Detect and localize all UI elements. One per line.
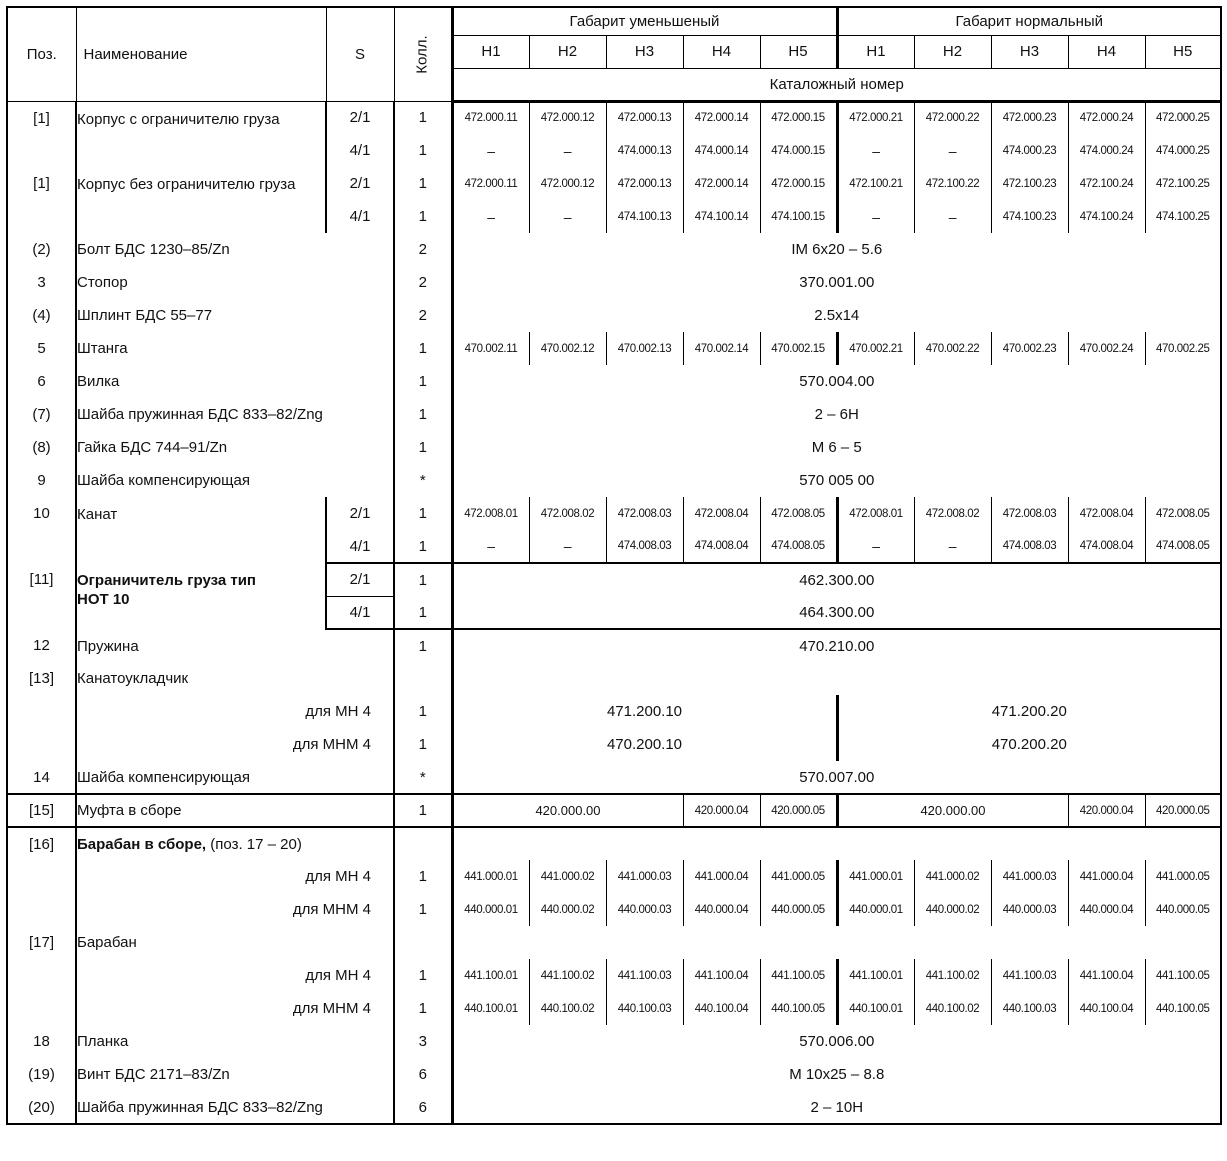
table-row [7,662,1221,695]
catalog-number-cell: 440.100.04 [1068,992,1145,1025]
catalog-number-cell: 472.008.04 [683,497,760,530]
col-header-s: S [326,7,394,101]
catalog-number-cell: 420.000.04 [683,794,760,827]
position-cell: [13] [7,662,76,695]
table-row [7,959,1221,992]
catalog-number-cell: 441.100.03 [991,959,1068,992]
catalog-number-cell: 472.008.04 [1068,497,1145,530]
position-cell: 18 [7,1025,76,1058]
catalog-number-cell: 441.000.05 [1145,860,1221,893]
quantity-cell: 1 [394,728,452,761]
variant-label: для МН 4 [76,860,394,893]
catalog-number-cell: 441.100.04 [1068,959,1145,992]
name-cell: Корпус с ограничителю груза [76,101,326,167]
dash-cell: – [529,530,606,563]
catalog-number-cell: 474.100.25 [1145,200,1221,233]
quantity-cell: 1 [394,365,452,398]
catalog-number-cell: 440.000.03 [606,893,683,926]
catalog-number-cell: 440.100.03 [991,992,1068,1025]
h-label: H4 [1068,35,1145,68]
position-cell: 10 [7,497,76,563]
catalog-number-cell: 472.008.01 [837,497,914,530]
quantity-cell: 1 [394,794,452,827]
position-cell: (4) [7,299,76,332]
catalog-number-reduced: 471.200.10 [452,695,837,728]
catalog-number-cell: 474.008.03 [606,530,683,563]
quantity-cell: 3 [394,1025,452,1058]
h-label: H4 [683,35,760,68]
catalog-number-cell: 474.000.25 [1145,134,1221,167]
catalog-number-cell: 420.000.05 [760,794,837,827]
quantity-cell [394,662,452,695]
table-row [7,101,1221,134]
dash-cell: – [837,134,914,167]
catalog-number-cell: 440.100.02 [529,992,606,1025]
quantity-cell: 1 [394,167,452,200]
position-cell: (19) [7,1058,76,1091]
catalog-number-cell: 440.100.05 [760,992,837,1025]
variant-label: для МНМ 4 [76,728,394,761]
catalog-number-reduced: 470.200.10 [452,728,837,761]
name-cell: Шайба компенсирующая [76,761,394,794]
h-label: H1 [452,35,529,68]
catalog-number-cell: 472.000.11 [452,101,529,134]
position-cell [7,959,76,992]
table-row [7,827,1221,860]
quantity-cell: * [394,761,452,794]
position-cell: 14 [7,761,76,794]
table-row [7,893,1221,926]
s-cell: 4/1 [326,134,394,167]
catalog-number-cell: 441.100.05 [760,959,837,992]
variant-label: для МНМ 4 [76,992,394,1025]
dash-cell: – [914,200,991,233]
name-cell: Барабан [76,926,394,959]
col-header-name: Наименование [76,7,326,101]
catalog-number-merged: 464.300.00 [452,596,1221,629]
catalog-number-cell: 440.100.05 [1145,992,1221,1025]
catalog-number-cell: 474.008.03 [991,530,1068,563]
catalog-number-cell: 441.100.01 [452,959,529,992]
catalog-number-cell: 472.000.12 [529,101,606,134]
position-cell [7,728,76,761]
catalog-number-cell: 472.000.13 [606,167,683,200]
catalog-number-cell: 441.100.03 [606,959,683,992]
catalog-number-cell: 420.000.04 [1068,794,1145,827]
quantity-cell: 6 [394,1058,452,1091]
position-cell: 3 [7,266,76,299]
dash-cell: – [452,200,529,233]
catalog-number-cell: 441.100.01 [837,959,914,992]
position-cell: 12 [7,629,76,662]
s-cell: 4/1 [326,596,394,629]
catalog-number-cell: 440.000.04 [683,893,760,926]
catalog-number-cell: 440.000.01 [452,893,529,926]
s-cell: 2/1 [326,497,394,530]
catalog-number-cell: 472.000.14 [683,101,760,134]
catalog-number-cell: 420.000.00 [837,794,1068,827]
name-cell: Гайка БДС 744–91/Zn [76,431,394,464]
table-row [7,728,1221,761]
catalog-number-cell: 472.000.11 [452,167,529,200]
catalog-number-cell: 474.000.23 [991,134,1068,167]
quantity-cell: 1 [394,629,452,662]
dash-cell: – [452,134,529,167]
catalog-number-cell: 472.000.25 [1145,101,1221,134]
table-row [7,1091,1221,1124]
catalog-number-cell: 440.100.03 [606,992,683,1025]
position-cell: [17] [7,926,76,959]
catalog-number-cell: 472.100.23 [991,167,1068,200]
quantity-cell: 1 [394,530,452,563]
catalog-number-cell: 470.002.23 [991,332,1068,365]
quantity-cell: 2 [394,233,452,266]
catalog-number-merged: 570.004.00 [452,365,1221,398]
catalog-number-cell: 474.000.24 [1068,134,1145,167]
name-cell: Стопор [76,266,394,299]
catalog-number-cell: 440.000.02 [914,893,991,926]
quantity-cell: * [394,464,452,497]
s-cell: 4/1 [326,200,394,233]
catalog-number-cell: 440.100.02 [914,992,991,1025]
position-cell [7,695,76,728]
s-cell: 2/1 [326,101,394,134]
catalog-number-cell: 472.100.21 [837,167,914,200]
h-label: H1 [837,35,914,68]
catalog-number-cell: 472.008.01 [452,497,529,530]
col-header-kol [394,7,452,101]
table-row [7,365,1221,398]
position-cell: (7) [7,398,76,431]
s-cell: 4/1 [326,530,394,563]
catalog-number-cell: 472.008.03 [991,497,1068,530]
catalog-number-cell: 472.000.21 [837,101,914,134]
name-cell: Шайба пружинная БДС 833–82/Zng [76,398,394,431]
table-row [7,167,1221,200]
dash-cell: – [914,134,991,167]
dash-cell: – [914,530,991,563]
name-cell: Штанга [76,332,394,365]
col-header-kol-label: Колл. [414,35,431,74]
catalog-number-cell: 474.000.13 [606,134,683,167]
quantity-cell: 1 [394,563,452,596]
catalog-number-merged: 470.210.00 [452,629,1221,662]
position-cell [7,992,76,1025]
catalog-number-cell: 472.008.05 [1145,497,1221,530]
catalog-number-cell: 441.000.04 [683,860,760,893]
name-cell: Муфта в сборе [76,794,394,827]
catalog-number-cell: 472.000.13 [606,101,683,134]
table-row [7,794,1221,827]
catalog-number-cell: 472.008.05 [760,497,837,530]
catalog-number-cell: 470.002.15 [760,332,837,365]
group-header-reduced: Габарит уменьшеный [452,7,837,35]
catalog-number-merged: M 6 – 5 [452,431,1221,464]
catalog-number-merged [452,926,1221,959]
quantity-cell: 1 [394,497,452,530]
table-body [7,101,1221,1124]
catalog-number-cell: 440.000.05 [1145,893,1221,926]
catalog-number-merged [452,662,1221,695]
quantity-cell: 1 [394,992,452,1025]
variant-label: для МН 4 [76,959,394,992]
catalog-number-cell: 474.008.05 [1145,530,1221,563]
position-cell: 6 [7,365,76,398]
catalog-number-merged: 2 – 10H [452,1091,1221,1124]
table-row [7,1025,1221,1058]
table-row [7,266,1221,299]
catalog-number-merged: 370.001.00 [452,266,1221,299]
catalog-number-cell: 441.000.03 [991,860,1068,893]
name-cell: Ограничитель груза тип НОТ 10 [76,563,326,629]
catalog-number-cell: 440.100.04 [683,992,760,1025]
position-cell: [15] [7,794,76,827]
catalog-number-merged: 570.006.00 [452,1025,1221,1058]
catalog-number-cell: 472.000.24 [1068,101,1145,134]
catalog-number-cell: 441.100.02 [529,959,606,992]
h-label: H2 [914,35,991,68]
table-row [7,629,1221,662]
catalog-number-cell: 472.000.14 [683,167,760,200]
catalog-number-cell: 472.000.23 [991,101,1068,134]
catalog-number-merged: IM 6x20 – 5.6 [452,233,1221,266]
catalog-number-cell: 472.000.15 [760,101,837,134]
position-cell [7,860,76,893]
catalog-number-cell: 441.000.01 [452,860,529,893]
h-label: H3 [991,35,1068,68]
dash-cell: – [452,530,529,563]
position-cell [7,893,76,926]
position-cell: (20) [7,1091,76,1124]
name-cell: Канатоукладчик [76,662,394,695]
quantity-cell [394,926,452,959]
quantity-cell: 1 [394,860,452,893]
position-cell: [1] [7,167,76,233]
catalog-number-cell: 420.000.00 [452,794,683,827]
catalog-number-cell: 440.100.01 [837,992,914,1025]
catalog-number-cell: 440.000.03 [991,893,1068,926]
quantity-cell: 1 [394,101,452,134]
quantity-cell: 1 [394,431,452,464]
name-cell: Планка [76,1025,394,1058]
dash-cell: – [529,134,606,167]
position-cell: 9 [7,464,76,497]
catalog-number-cell: 441.000.04 [1068,860,1145,893]
name-cell: Винт БДС 2171–83/Zn [76,1058,394,1091]
quantity-cell: 1 [394,893,452,926]
name-cell: Шплинт БДС 55–77 [76,299,394,332]
position-cell: [1] [7,101,76,167]
catalog-number-cell: 441.100.04 [683,959,760,992]
group-header-normal: Габарит нормальный [837,7,1221,35]
name-cell [76,827,394,860]
catalog-number-cell: 440.100.01 [452,992,529,1025]
h-label: H3 [606,35,683,68]
catalog-number-cell: 472.008.02 [914,497,991,530]
catalog-number-cell: 470.002.24 [1068,332,1145,365]
catalog-number-cell: 472.100.24 [1068,167,1145,200]
catalog-number-normal: 470.200.20 [837,728,1221,761]
catalog-number-cell: 472.008.03 [606,497,683,530]
table-row [7,695,1221,728]
table-row [7,299,1221,332]
name-cell: Шайба пружинная БДС 833–82/Zng [76,1091,394,1124]
catalog-number-header: Каталожный номер [452,68,1221,101]
catalog-number-cell: 472.008.02 [529,497,606,530]
catalog-number-cell: 441.100.02 [914,959,991,992]
catalog-number-merged: 2 – 6H [452,398,1221,431]
table-row [7,1058,1221,1091]
quantity-cell: 1 [394,695,452,728]
table-row [7,233,1221,266]
table-row [7,431,1221,464]
catalog-number-cell: 440.000.02 [529,893,606,926]
table-row [7,926,1221,959]
quantity-cell: 1 [394,134,452,167]
catalog-number-cell: 474.100.24 [1068,200,1145,233]
name-cell: Канат [76,497,326,563]
catalog-number-merged: M 10x25 – 8.8 [452,1058,1221,1091]
dash-cell: – [837,530,914,563]
table-row [7,398,1221,431]
h-label: H2 [529,35,606,68]
catalog-number-cell: 441.100.05 [1145,959,1221,992]
catalog-number-cell: 441.000.02 [529,860,606,893]
catalog-number-cell: 474.008.05 [760,530,837,563]
quantity-cell: 1 [394,398,452,431]
position-cell: [11] [7,563,76,629]
quantity-cell: 2 [394,266,452,299]
quantity-cell: 1 [394,959,452,992]
catalog-number-merged: 570.007.00 [452,761,1221,794]
catalog-number-cell: 474.100.14 [683,200,760,233]
catalog-number-cell: 470.002.25 [1145,332,1221,365]
catalog-number-cell: 472.100.22 [914,167,991,200]
catalog-number-cell: 474.100.15 [760,200,837,233]
table-row [7,332,1221,365]
table-row [7,563,1221,596]
parts-table [6,6,1222,1125]
catalog-number-cell: 441.000.01 [837,860,914,893]
catalog-number-cell: 441.000.03 [606,860,683,893]
table-row [7,464,1221,497]
dash-cell: – [529,200,606,233]
quantity-cell: 2 [394,299,452,332]
name-cell: Болт БДС 1230–85/Zn [76,233,394,266]
catalog-number-cell: 474.000.14 [683,134,760,167]
catalog-number-cell: 474.100.23 [991,200,1068,233]
h-label: H5 [760,35,837,68]
catalog-number-cell: 474.008.04 [683,530,760,563]
table-row [7,761,1221,794]
position-cell: 5 [7,332,76,365]
catalog-number-cell: 474.008.04 [1068,530,1145,563]
name-cell: Шайба компенсирующая [76,464,394,497]
quantity-cell [394,827,452,860]
name-bold: Барабан в сборе, [77,835,207,853]
catalog-number-cell: 470.002.22 [914,332,991,365]
catalog-number-cell: 470.002.13 [606,332,683,365]
name-rest: (поз. 17 – 20) [206,835,302,853]
catalog-number-cell: 470.002.12 [529,332,606,365]
position-cell: (2) [7,233,76,266]
quantity-cell: 1 [394,200,452,233]
position-cell: (8) [7,431,76,464]
catalog-number-cell: 440.000.05 [760,893,837,926]
catalog-number-cell: 470.002.21 [837,332,914,365]
catalog-number-cell: 441.000.05 [760,860,837,893]
catalog-number-cell: 472.100.25 [1145,167,1221,200]
catalog-number-merged: 462.300.00 [452,563,1221,596]
quantity-cell: 1 [394,596,452,629]
catalog-number-merged: 2.5x14 [452,299,1221,332]
quantity-cell: 6 [394,1091,452,1124]
name-cell: Пружина [76,629,394,662]
variant-label: для МН 4 [76,695,394,728]
table-row [7,497,1221,530]
name-cell: Вилка [76,365,394,398]
catalog-number-cell: 440.000.01 [837,893,914,926]
catalog-number-cell: 470.002.11 [452,332,529,365]
name-cell: Корпус без ограничителю груза [76,167,326,233]
h-label: H5 [1145,35,1221,68]
quantity-cell: 1 [394,332,452,365]
table-row [7,860,1221,893]
catalog-number-merged: 570 005 00 [452,464,1221,497]
catalog-number-cell: 470.002.14 [683,332,760,365]
s-cell: 2/1 [326,167,394,200]
catalog-number-cell: 441.000.02 [914,860,991,893]
s-cell: 2/1 [326,563,394,596]
position-cell: [16] [7,827,76,860]
table-row [7,992,1221,1025]
catalog-number-cell: 472.000.15 [760,167,837,200]
catalog-number-cell: 474.000.15 [760,134,837,167]
catalog-number-cell: 472.000.12 [529,167,606,200]
catalog-number-cell: 440.000.04 [1068,893,1145,926]
variant-label: для МНМ 4 [76,893,394,926]
col-header-pos: Поз. [7,7,76,101]
catalog-number-merged [452,827,1221,860]
catalog-number-cell: 472.000.22 [914,101,991,134]
catalog-number-cell: 420.000.05 [1145,794,1221,827]
dash-cell: – [837,200,914,233]
catalog-number-normal: 471.200.20 [837,695,1221,728]
catalog-number-cell: 474.100.13 [606,200,683,233]
